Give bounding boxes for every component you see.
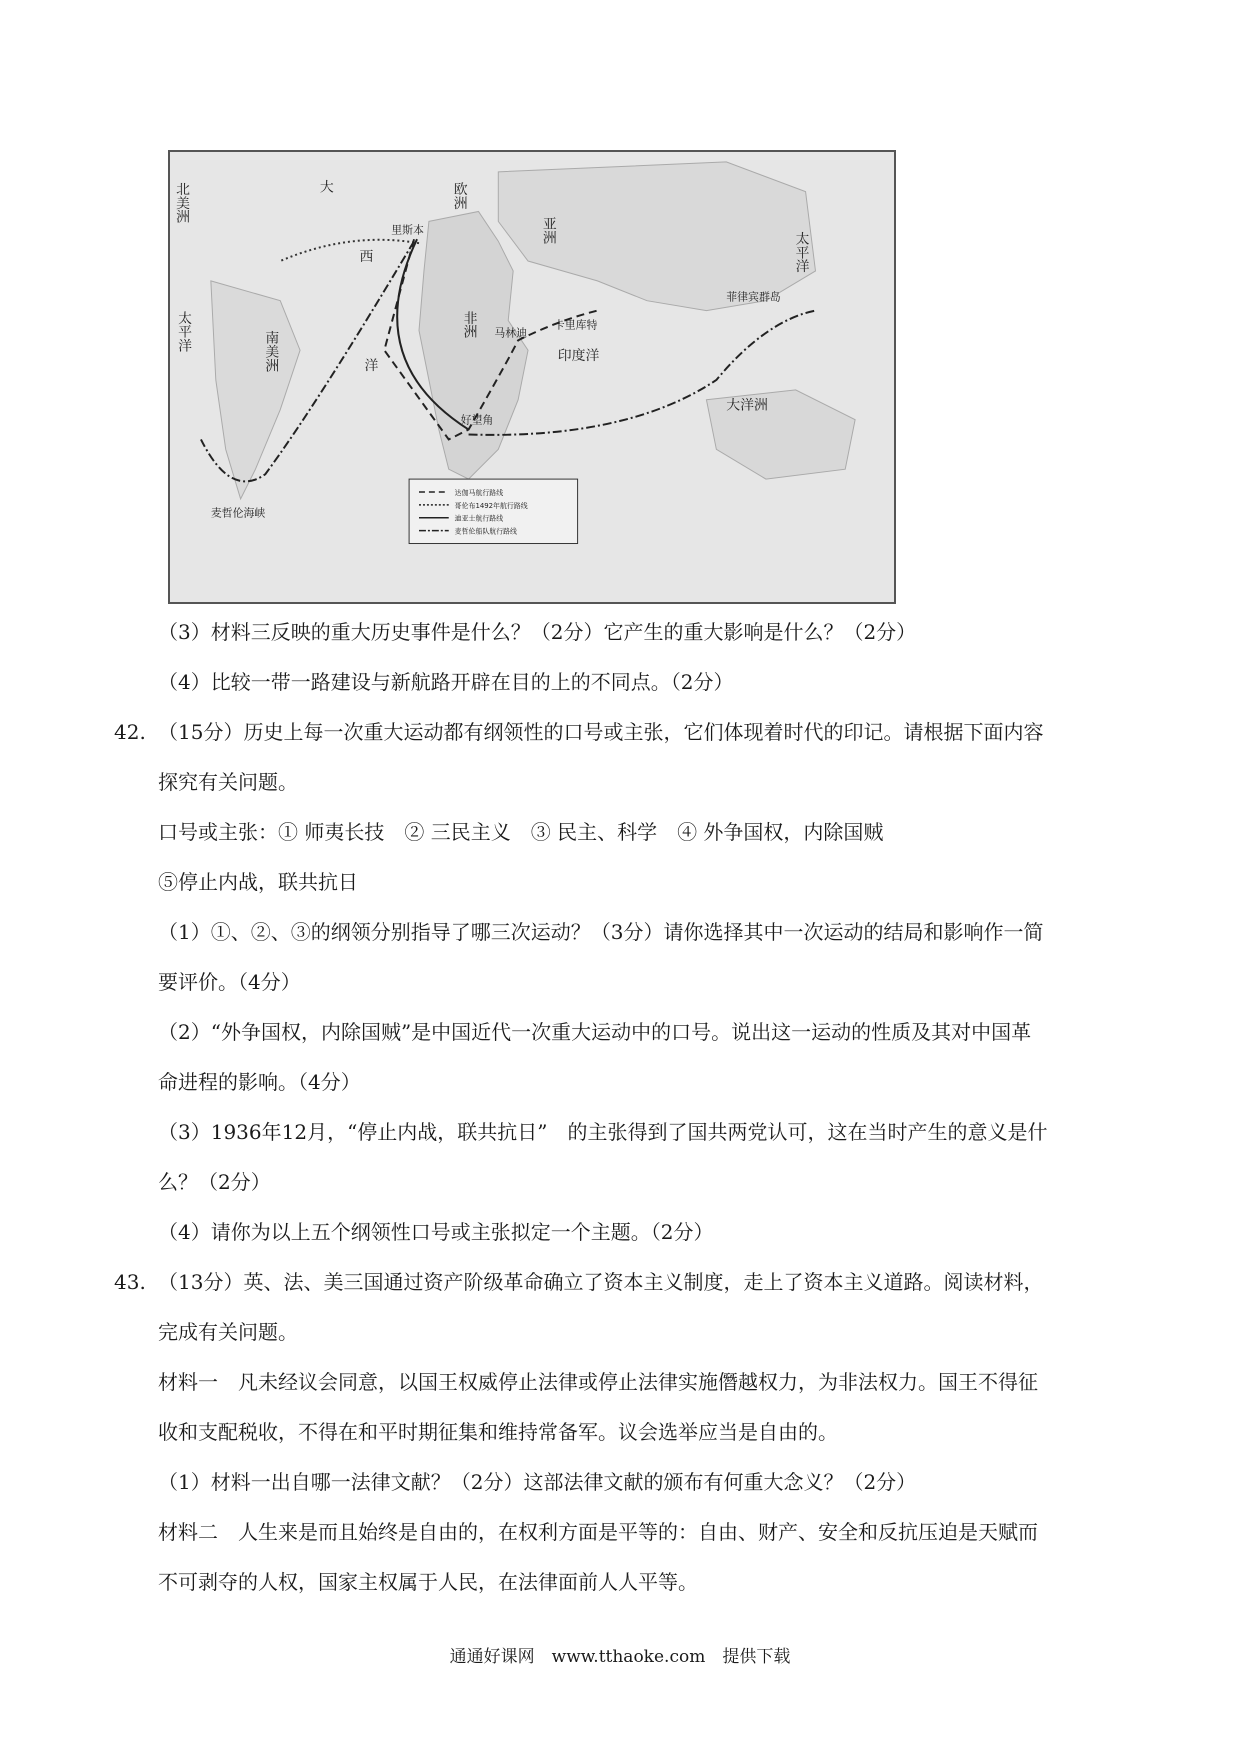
question-42-2-line2: 命进程的影响。（4分） <box>158 1070 361 1094</box>
europe-africa-landmass <box>419 211 528 479</box>
question-42-1-line1: （1）①、②、③的纲领分别指导了哪三次运动？（3分）请你选择其中一次运动的结局和影响作一简 <box>158 920 1044 944</box>
map-label-indian-ocean: 印度洋 <box>557 348 600 365</box>
south-america-landmass <box>211 281 300 499</box>
map-label-asia: 亚洲 <box>539 216 556 245</box>
columbus-route <box>280 240 419 261</box>
legend-item-1: 达伽马航行路线 <box>454 488 504 497</box>
place-malindi: 马林迪 <box>494 326 528 340</box>
place-magellan-strait: 麦哲伦海峡 <box>210 506 266 520</box>
map-label-pacific-right: 太平洋 <box>792 231 809 273</box>
question-42-3-line2: 么？（2分） <box>158 1170 271 1194</box>
question-42-4: （4）请你为以上五个纲领性口号或主张拟定一个主题。（2分） <box>158 1220 714 1244</box>
question-42-number: 42. <box>114 720 146 744</box>
question-42-2-line1: （2）“外争国权，内除国贼”是中国近代一次重大运动中的口号。说出这一运动的性质及其对中国革 <box>158 1020 1032 1044</box>
question-42-1-line2: 要评价。（4分） <box>158 970 301 994</box>
place-lisbon: 里斯本 <box>391 223 424 237</box>
map-label-atlantic-xi: 西 <box>359 249 374 266</box>
question-41-3: （3）材料三反映的重大历史事件是什么？（2分）它产生的重大影响是什么？（2分） <box>158 620 917 644</box>
exploration-routes-map <box>168 150 896 604</box>
place-cape: 好望角 <box>460 413 494 427</box>
map-label-south-america: 南美洲 <box>262 330 279 373</box>
map-label-europe: 欧洲 <box>450 181 467 210</box>
material-2-line2: 不可剥夺的人权，国家主权属于人民，在法律面前人人平等。 <box>158 1570 698 1594</box>
map-label-oceania: 大洋洲 <box>726 397 768 414</box>
legend-item-4: 麦哲伦船队航行路线 <box>454 527 517 536</box>
material-2-line1: 材料二 人生来是而且始终是自由的，在权利方面是平等的：自由、财产、安全和反抗压迫是天赋而 <box>158 1520 1038 1544</box>
question-43-1: （1）材料一出自哪一法律文献？（2分）这部法律文献的颁布有何重大念义？（2分） <box>158 1470 917 1494</box>
question-42-slogans-line1: 口号或主张：① 师夷长技 ② 三民主义 ③ 民主、科学 ④ 外争国权，内除国贼 <box>158 820 884 844</box>
question-42-intro-line2: 探究有关问题。 <box>158 770 298 794</box>
question-42-intro-line1: （15分）历史上每一次重大运动都有纲领性的口号或主张，它们体现着时代的印记。请根据下面内容 <box>158 720 1044 744</box>
legend-item-2: 哥伦布1492年航行路线 <box>454 501 528 510</box>
question-43-intro-line1: （13分）英、法、美三国通过资产阶级革命确立了资本主义制度，走上了资本主义道路。阅读材料， <box>158 1270 1044 1294</box>
map-legend <box>409 479 578 543</box>
question-42-slogans-line2: ⑤停止内战，联共抗日 <box>158 870 358 894</box>
place-philippines: 菲律宾群岛 <box>726 290 781 304</box>
material-1-line1: 材料一 凡未经议会同意，以国王权威停止法律或停止法律实施僭越权力，为非法权力。国王不得征 <box>158 1370 1038 1394</box>
footer-watermark[interactable]: 通通好课网 www.tthaoke.com 提供下载 <box>449 1647 791 1667</box>
question-42-3-line1: （3）1936年12月，“停止内战，联共抗日” 的主张得到了国共两党认可，这在当时产生的意义是什 <box>158 1120 1048 1144</box>
question-43-number: 43. <box>114 1270 146 1294</box>
material-1-line2: 收和支配税收，不得在和平时期征集和维持常备军。议会选举应当是自由的。 <box>158 1420 838 1444</box>
map-label-africa: 非洲 <box>460 310 477 339</box>
map-label-atlantic-yang: 洋 <box>364 358 379 375</box>
map-label-atlantic-da: 大 <box>319 179 334 196</box>
question-41-4: （4）比较一带一路建设与新航路开辟在目的上的不同点。（2分） <box>158 670 734 694</box>
map-svg <box>170 152 894 602</box>
legend-item-3: 迪亚士航行路线 <box>454 514 504 523</box>
map-label-pacific-left: 太平洋 <box>175 310 192 353</box>
question-43-intro-line2: 完成有关问题。 <box>158 1320 298 1344</box>
map-label-north-america: 北美洲 <box>173 181 190 224</box>
place-calicut: 卡里库特 <box>553 318 598 332</box>
